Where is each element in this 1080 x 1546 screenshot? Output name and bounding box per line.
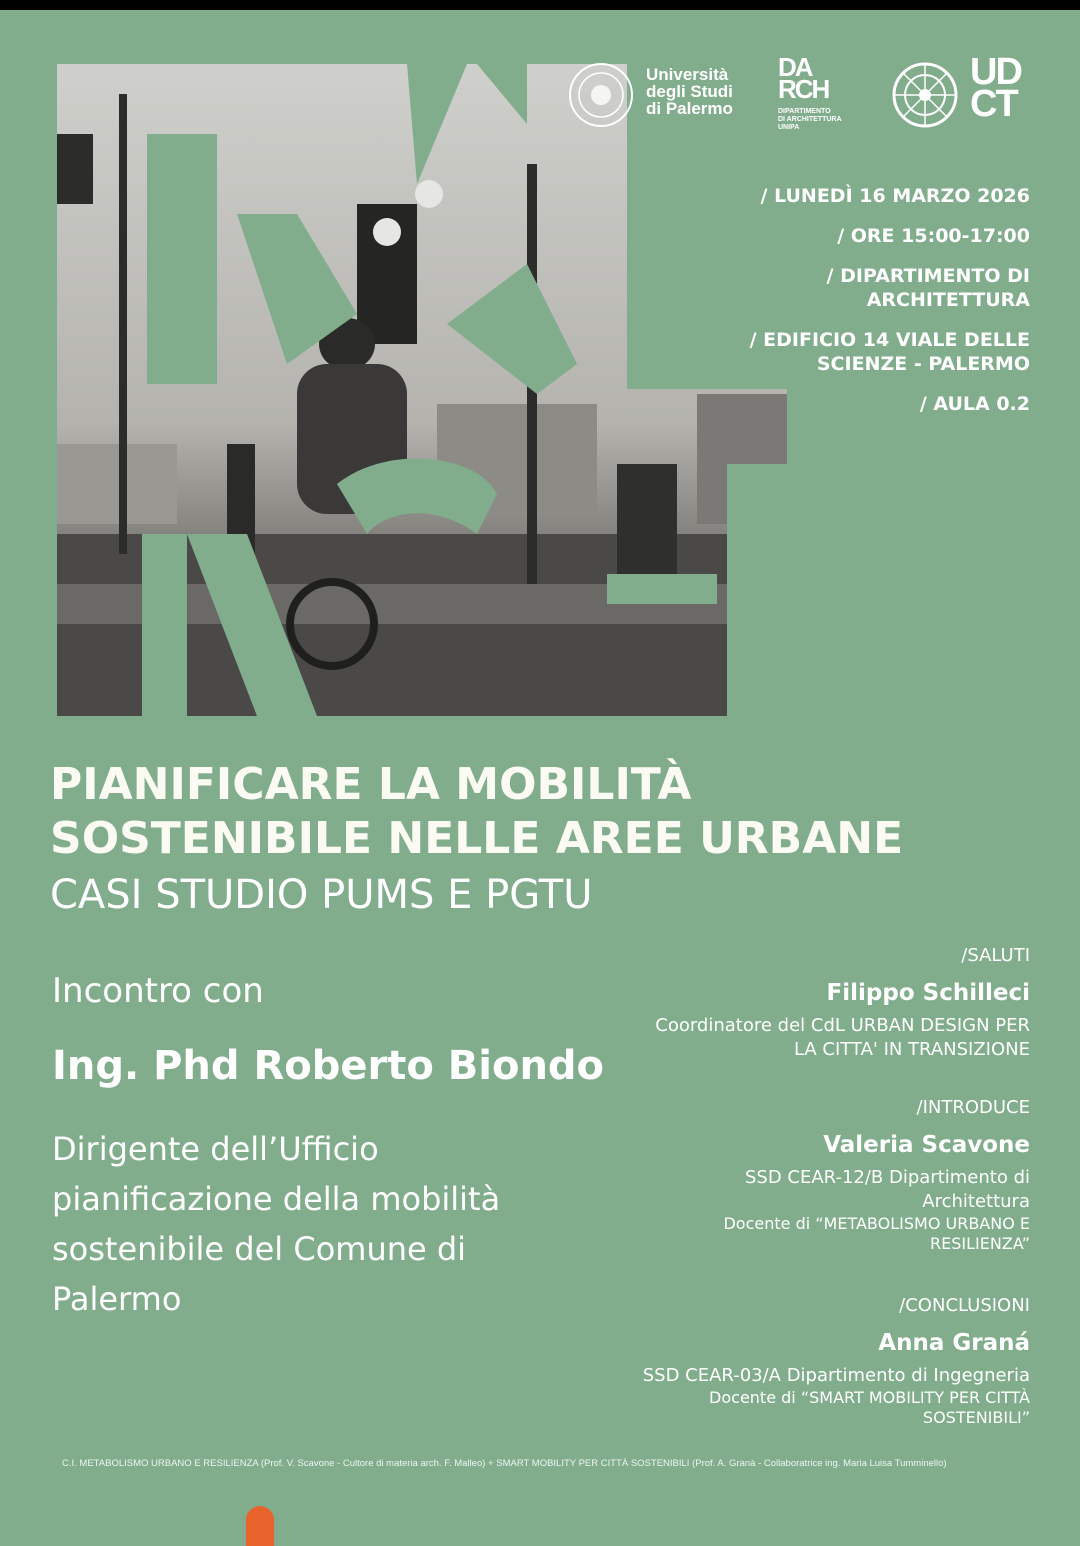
- conclusioni-section: [610, 1294, 1030, 1428]
- introduce-description: SSD CEAR-12/B Dipartimento di Architettura Docente di “METABOLISMO URBANO E RESILIENZA”: [723, 1167, 1030, 1253]
- unipa-logo: [568, 62, 758, 132]
- introduce-label: /INTRODUCE: [916, 1097, 1030, 1118]
- decorative-orange-shape: [246, 1506, 274, 1546]
- darch-letter-photo: [57, 64, 807, 716]
- introduce-section: [610, 1096, 1030, 1254]
- event-date: / LUNEDÌ 16 MARZO 2026: [760, 185, 1030, 207]
- event-building: / EDIFICIO 14 VIALE DELLE SCIENZE - PALERMO: [749, 329, 1030, 375]
- darch-logo: [778, 52, 874, 140]
- speaker-name: Ing. Phd Roberto Biondo: [52, 1043, 605, 1089]
- top-bar: [0, 0, 1080, 10]
- unipa-name: Università degli Studi di Palermo: [646, 65, 733, 118]
- event-department: / DIPARTIMENTO DI ARCHITETTURA: [826, 265, 1030, 311]
- introduce-name: Valeria Scavone: [823, 1132, 1030, 1158]
- conclusioni-label: /CONCLUSIONI: [899, 1295, 1030, 1316]
- saluti-description: Coordinatore del CdL URBAN DESIGN PER LA CITTA' IN TRANSIZIONE: [655, 1015, 1030, 1060]
- saluti-label: /SALUTI: [961, 945, 1030, 966]
- saluti-section: [610, 944, 1030, 1062]
- darch-subtitle: DIPARTIMENTO DI ARCHITETTURA UNIPA: [778, 108, 842, 131]
- conclusioni-description: SSD CEAR-03/A Dipartimento di Ingegneria Docente di “SMART MOBILITY PER CITTÀ SOSTENIBILI”: [642, 1365, 1030, 1427]
- page-subtitle: CASI STUDIO PUMS E PGTU: [50, 872, 593, 918]
- darch-mark: DA RCH: [778, 52, 829, 104]
- event-time: / ORE 15:00-17:00: [837, 225, 1030, 247]
- speaker-role: Dirigente dell’Ufficio pianificazione della mobilità sostenibile del Comune di Palermo: [52, 1130, 501, 1318]
- event-info: [730, 184, 1030, 432]
- wheel-logo-icon: [892, 62, 958, 128]
- conclusioni-name: Anna Graná: [878, 1330, 1030, 1356]
- page-title: PIANIFICARE LA MOBILITÀ SOSTENIBILE NELLE AREE URBANE: [50, 759, 904, 864]
- saluti-name: Filippo Schilleci: [826, 980, 1030, 1006]
- unipa-seal-icon: [568, 62, 634, 128]
- event-room: / AULA 0.2: [919, 393, 1030, 415]
- udct-logo: UD CT: [970, 51, 1021, 125]
- course-credits: C.I. METABOLISMO URBANO E RESILIENZA (Prof. V. Scavone - Cultore di materia arch. F. Malleo) + SMART MOBILITY PER CITTÀ SOSTENIBILI (Prof. A. Granà - Collaboratrice ing. Maria Luisa Tumminello): [62, 1458, 947, 1469]
- speaker-intro: Incontro con: [52, 971, 264, 1011]
